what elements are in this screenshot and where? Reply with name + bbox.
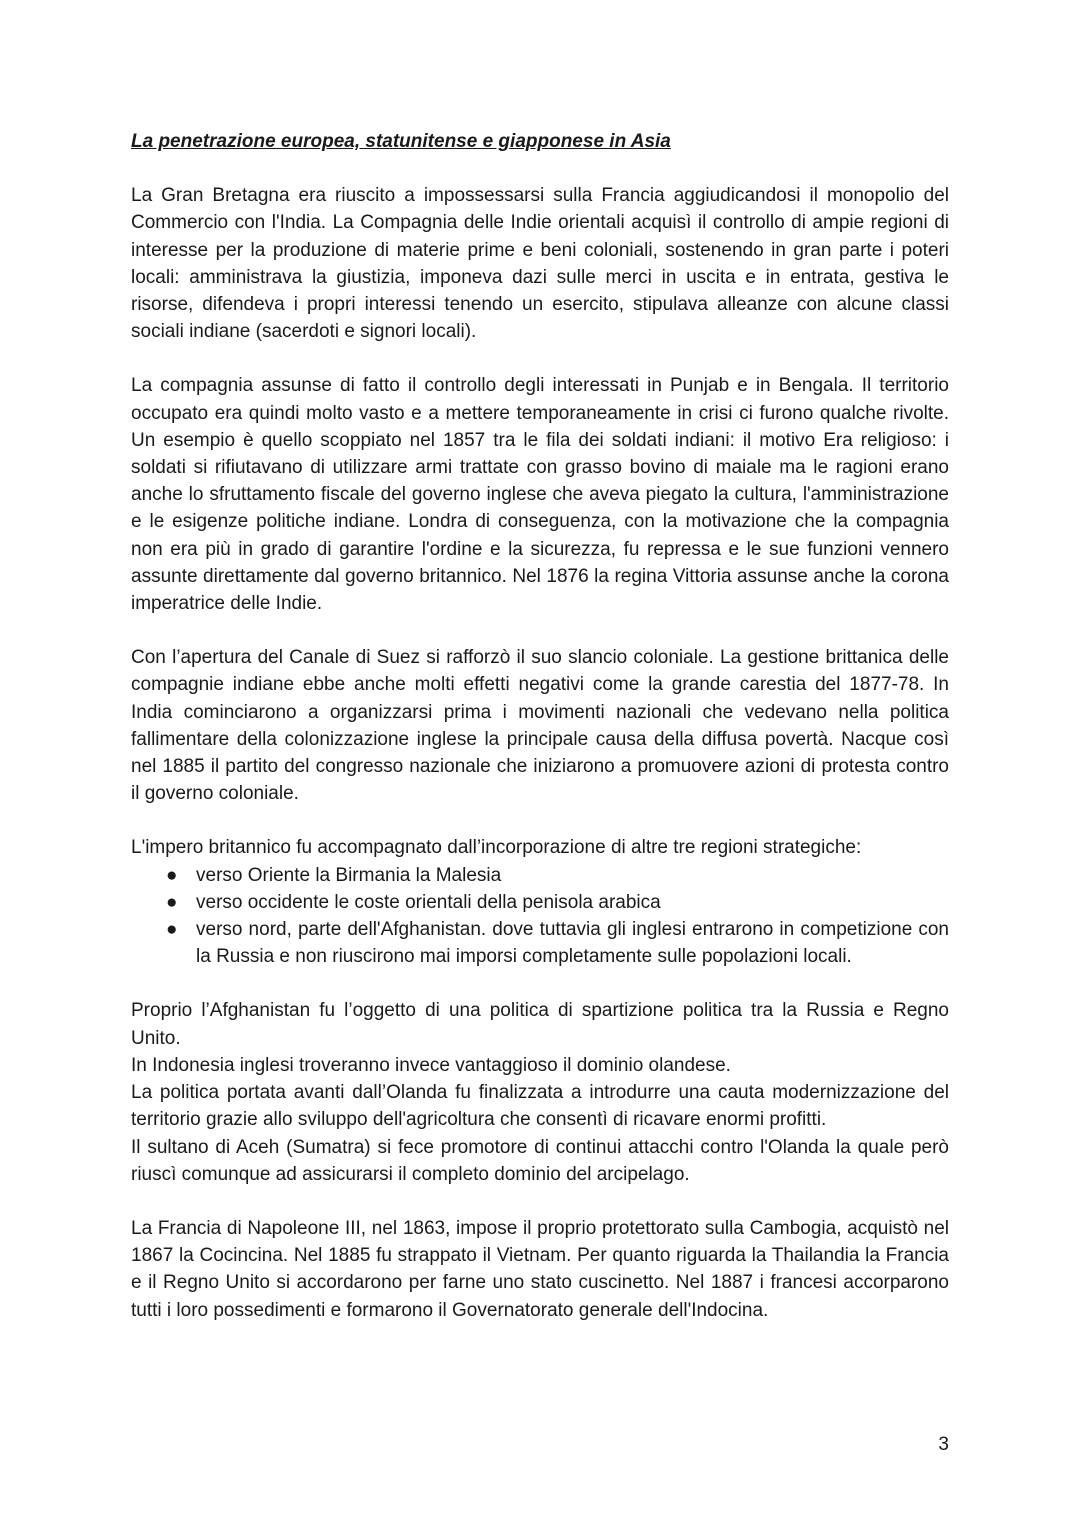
paragraph-olanda: La politica portata avanti dall’Olanda fu finalizzata a introdurre una cauta modernizzazione del territorio grazie allo sviluppo dell'agricoltura che consentì di ricavare enormi profitti. <box>131 1082 949 1131</box>
bullet-icon: ● <box>166 864 178 886</box>
paragraph-francia: La Francia di Napoleone III, nel 1863, impose il proprio protettorato sulla Cambogia, acquistò nel 1867 la Cocincina. Nel 1885 fu strappato il Vietnam. Per quanto riguarda la Thailandia la Francia e il Regno Unito si accordarono per farne uno stato cuscinetto. Nel 1887 i francesi accorparono tutti i loro possedimenti e formarono il Governatorato generale dell'Indocina. <box>131 1217 949 1321</box>
paragraph-indonesia: In Indonesia inglesi troveranno invece vantaggioso il dominio olandese. <box>131 1054 731 1076</box>
paragraph-afghanistan: Proprio l’Afghanistan fu l’oggetto di una politica di spartizione politica tra la Russia e Regno Unito. <box>131 1000 949 1049</box>
document-title: La penetrazione europea, statunitense e giapponese in Asia <box>131 131 671 152</box>
list-item-text: verso Oriente la Birmania la Malesia <box>196 864 502 886</box>
paragraph-canale-suez: Con l’apertura del Canale di Suez si rafforzò il suo slancio coloniale. La gestione brittanica delle compagnie indiane ebbe anche molti effetti negativi come la grande carestia del 1877-78. In India cominciarono a organizzarsi prima i movimenti nazionali che vedevano nella politica fallimentare della colonizzazione inglese la principale causa della diffusa povertà. Nacque così nel 1885 il partito del congresso nazionale che iniziarono a promuovere azioni di protesta contro il governo coloniale. <box>131 647 949 805</box>
paragraph-gran-bretagna: La Gran Bretagna era riuscito a impossessarsi sulla Francia aggiudicandosi il monopolio del Commercio con l'India. La Compagnia delle Indie orientali acquisì il controllo di ampie regioni di interesse per la produzione di materie prime e beni coloniali, sostenendo in gran parte i poteri locali: amministrava la giustizia, imponeva dazi sulle merci in uscita e in entrata, gestiva le risorse, difendeva i propri interessi tenendo un esercito, stipulava alleanze con alcune classi sociali indiane (sacerdoti e signori locali). <box>131 185 949 343</box>
document-page <box>131 128 949 1324</box>
paragraph-compagnia: La compagnia assunse di fatto il controllo degli interessati in Punjab e in Bengala. Il territorio occupato era quindi molto vasto e a mettere temporaneamente in crisi ci furono qualche rivolte. Un esempio è quello scoppiato nel 1857 tra le fila dei soldati indiani: il motivo Era religioso: i soldati si rifiutavano di utilizzare armi trattate con grasso bovino di maiale ma le ragioni erano anche lo sfruttamento fiscale del governo inglese che aveva piegato la cultura, l'amministrazione e le esigenze politiche indiane. Londra di conseguenza, con la motivazione che la compagnia non era più in grado di garantire l'ordine e la sicurezza, fu repressa e le sue funzioni vennero assunte direttamente dal governo britannico. Nel 1876 la regina Vittoria assunse anche la corona imperatrice delle Indie. <box>131 375 949 615</box>
list-item <box>166 889 949 916</box>
list-item-text: verso nord, parte dell'Afghanistan. dove tuttavia gli inglesi entrarono in competizione con la Russia e non riuscirono mai imporsi completamente sulle popolazioni locali. <box>196 919 949 968</box>
paragraph-aceh: Il sultano di Aceh (Sumatra) si fece promotore di continui attacchi contro l'Olanda la quale però riuscì comunque ad assicurarsi il completo dominio del arcipelago. <box>131 1136 949 1185</box>
bullet-icon: ● <box>166 919 178 941</box>
list-item-text: verso occidente le coste orientali della penisola arabica <box>196 891 661 913</box>
regions-list <box>131 862 949 971</box>
list-item <box>166 862 949 889</box>
bullet-icon: ● <box>166 891 178 913</box>
paragraph-impero-intro: L'impero britannico fu accompagnato dall’incorporazione di altre tre regioni strategiche: <box>131 837 862 859</box>
page-number: 3 <box>938 1434 949 1455</box>
list-item <box>166 916 949 970</box>
